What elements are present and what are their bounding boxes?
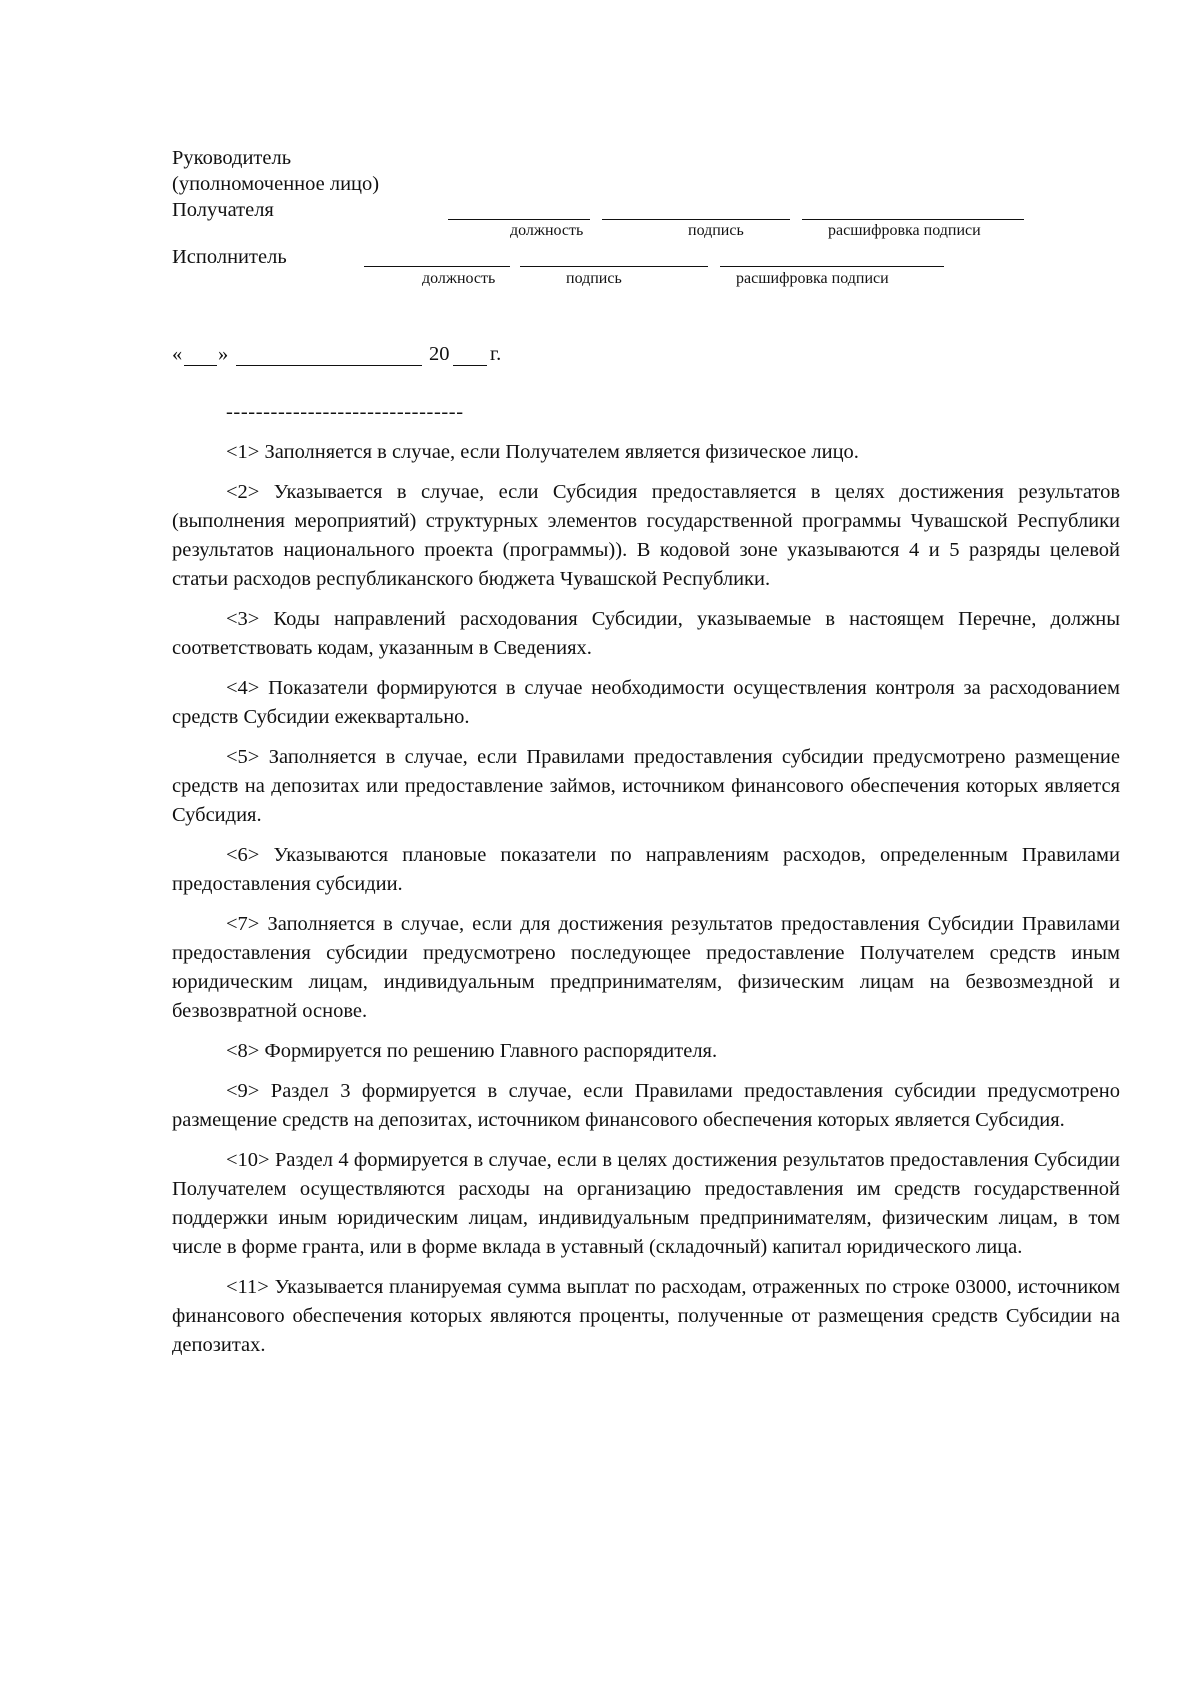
date-year-prefix: 20 (429, 343, 450, 365)
executor-caption-decryption: расшифровка подписи (736, 270, 889, 287)
head-label-line2: (уполномоченное лицо) (172, 173, 380, 195)
head-decryption-line (802, 219, 1024, 220)
date-day-blank (184, 365, 217, 366)
footnote-11: <11> Указывается планируемая сумма выплат по расходам, отраженных по строке 03000, источником финансового обеспечения которых являются проценты, полученные от размещения средств Субсидии на депозитах. (172, 1276, 1120, 1356)
footnote-3: <3> Коды направлений расходования Субсидии, указываемые в настоящем Перечне, должны соответствовать кодам, указанным в Сведениях. (172, 608, 1120, 659)
executor-caption-signature: подпись (566, 270, 622, 287)
head-caption-decryption: расшифровка подписи (828, 222, 981, 239)
footnote-7: <7> Заполняется в случае, если для достижения результатов предоставления Субсидии Правилами предоставления субсидии предусмотрено последующее предоставление Получателем средств иным юридическим лицам, индивидуальным предпринимателям, физическим лицам на безвозмездной и безвозвратной основе. (172, 913, 1120, 1022)
footnote-10: <10> Раздел 4 формируется в случае, если в целях достижения результатов предоставления Субсидии Получателем осуществляются расходы на организацию предоставления им средств государственной поддержки иным юридическим лицам, индивидуальным предпринимателям, физическим лицам, в том числе в форме гранта, или в форме вклада в уставный (складочный) капитал юридического лица. (172, 1149, 1120, 1258)
footnote-1: <1> Заполняется в случае, если Получателем является физическое лицо. (226, 441, 859, 463)
executor-decryption-line (720, 266, 944, 267)
footnotes-section (172, 438, 1120, 1371)
date-month-blank (236, 365, 422, 366)
executor-position-line (364, 266, 510, 267)
head-label-line1: Руководитель (172, 147, 292, 169)
date-open-quote: « (172, 343, 183, 365)
footnote-separator: -------------------------------- (226, 401, 464, 423)
date-year-blank (453, 365, 487, 366)
executor-signature-line (520, 266, 708, 267)
footnote-4: <4> Показатели формируются в случае необходимости осуществления контроля за расходованием средств Субсидии ежеквартально. (172, 677, 1120, 728)
head-signature-line (602, 219, 790, 220)
footnote-9: <9> Раздел 3 формируется в случае, если Правилами предоставления субсидии предусмотрено размещение средств на депозитах, источником финансового обеспечения которых является Субсидия. (172, 1080, 1120, 1131)
head-caption-position: должность (510, 222, 584, 239)
footnote-6: <6> Указываются плановые показатели по направлениям расходов, определенным Правилами предоставления субсидии. (172, 844, 1120, 895)
footnote-8: <8> Формируется по решению Главного распорядителя. (226, 1040, 718, 1062)
executor-label: Исполнитель (172, 246, 287, 268)
date-year-suffix: г. (490, 343, 502, 365)
head-label-line3: Получателя (172, 199, 274, 221)
date-close-quote: » (218, 343, 229, 365)
footnote-2: <2> Указывается в случае, если Субсидия предоставляется в целях достижения результатов (выполнения мероприятий) структурных элементов государственной программы Чувашской Республики результатов национального проекта (программы)). В кодовой зоне указываются 4 и 5 разряды целевой статьи расходов республиканского бюджета Чувашской Республики. (172, 481, 1120, 590)
executor-caption-position: должность (422, 270, 496, 287)
head-position-line (448, 219, 590, 220)
footnote-5: <5> Заполняется в случае, если Правилами предоставления субсидии предусмотрено размещение средств на депозитах или предоставление займов, источником финансового обеспечения которых является Субсидия. (172, 746, 1120, 826)
head-caption-signature: подпись (688, 222, 744, 239)
